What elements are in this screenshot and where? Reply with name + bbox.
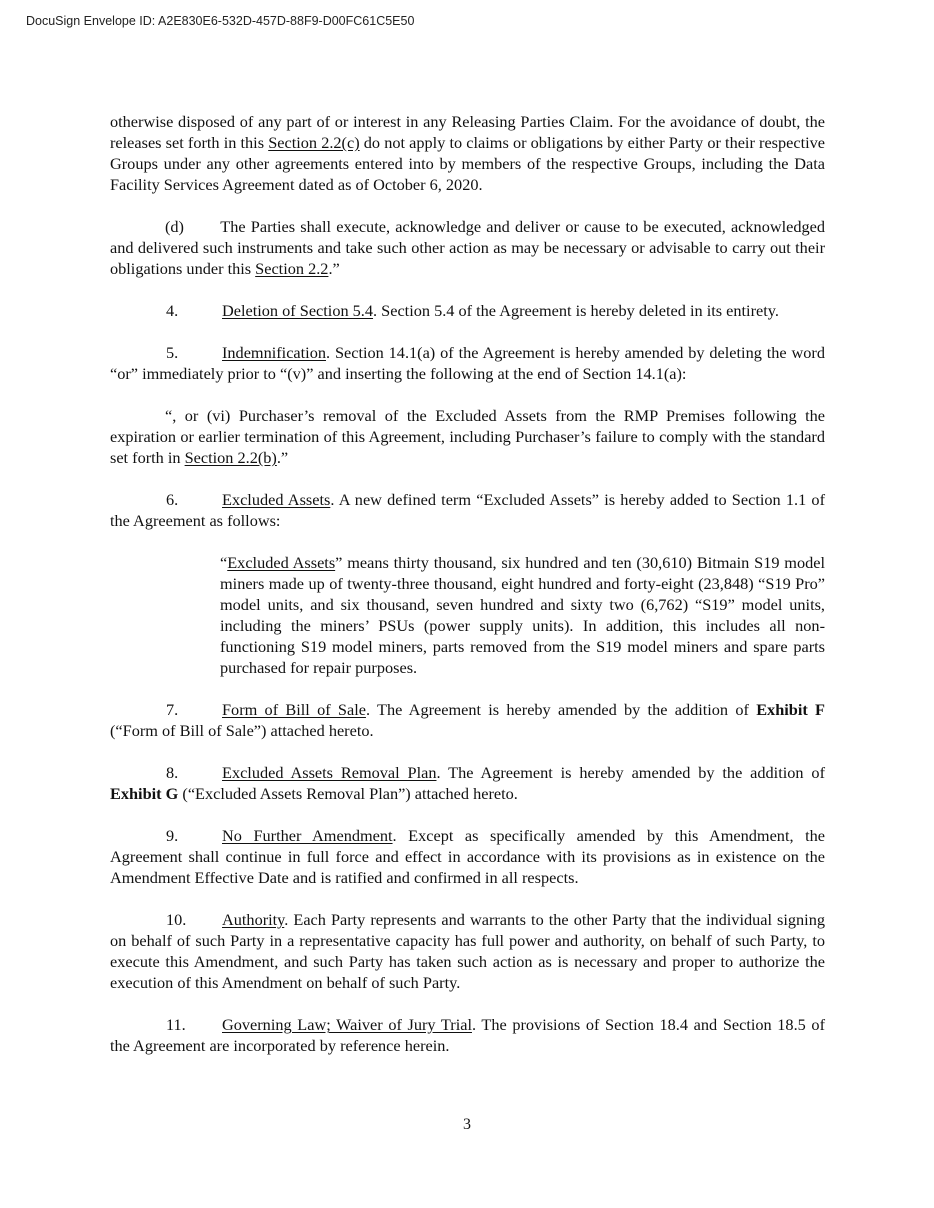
section-6: 6. Excluded Assets. A new defined term “Excluded Assets” is hereby added to Section 1.1 of the Agreement as follows: bbox=[110, 490, 825, 530]
section-7: 7. Form of Bill of Sale. The Agreement is hereby amended by the addition of Exhibit F (“Form of Bill of Sale”) attached hereto. bbox=[110, 700, 825, 740]
defined-term: Excluded Assets bbox=[227, 553, 336, 572]
section-reference: Section 2.2(c) bbox=[268, 133, 360, 152]
section-heading: Authority bbox=[222, 910, 285, 929]
exhibit-reference: Exhibit G bbox=[110, 784, 179, 803]
section-number: 6. bbox=[166, 490, 179, 509]
section-heading: Excluded Assets bbox=[222, 490, 331, 509]
section-number: 7. bbox=[166, 700, 179, 719]
section-5-quote: “, or (vi) Purchaser’s removal of the Excluded Assets from the RMP Premises following the expiration or earlier termination of this Agreement, including Purchaser’s failure to comply with the standard set forth in Section 2.2(b).” bbox=[110, 406, 825, 467]
section-11: 11. Governing Law; Waiver of Jury Trial. The provisions of Section 18.4 and Section 18.5 of the Agreement are incorporated by reference herein. bbox=[110, 1015, 825, 1055]
section-number: 10. bbox=[166, 910, 187, 929]
section-number: 5. bbox=[166, 343, 179, 362]
section-heading: Indemnification bbox=[222, 343, 326, 362]
docusign-envelope-id: DocuSign Envelope ID: A2E830E6-532D-457D-88F9-D00FC61C5E50 bbox=[26, 14, 415, 28]
section-5: 5. Indemnification. Section 14.1(a) of the Agreement is hereby amended by deleting the word “or” immediately prior to “(v)” and inserting the following at the end of Section 14.1(a): bbox=[110, 343, 825, 383]
section-9: 9. No Further Amendment. Except as specifically amended by this Amendment, the Agreement shall continue in full force and effect in accordance with its provisions as in existence on the Amendment Effective Date and is ratified and confirmed in all respects. bbox=[110, 826, 825, 887]
paragraph-releases-continued: otherwise disposed of any part of or interest in any Releasing Parties Claim. For the avoidance of doubt, the releases set forth in this Section 2.2(c) do not apply to claims or obligations by either Party or their respective Groups under any other agreements entered into by members of the respective Groups, including the Data Facility Services Agreement dated as of October 6, 2020. bbox=[110, 112, 826, 194]
section-heading: No Further Amendment bbox=[222, 826, 393, 845]
page-number: 3 bbox=[463, 1116, 471, 1133]
section-reference: Section 2.2(b) bbox=[184, 448, 277, 467]
section-number: 11. bbox=[166, 1015, 186, 1034]
paragraph-2-2-d: (d) The Parties shall execute, acknowledge and deliver or cause to be executed, acknowledged and delivered such instruments and take such other action as may be necessary or advisable to carry out their obligations under this Section 2.2.” bbox=[110, 217, 825, 278]
section-heading: Deletion of Section 5.4 bbox=[222, 301, 374, 320]
section-heading: Form of Bill of Sale bbox=[222, 700, 366, 719]
document-body bbox=[110, 111, 825, 1077]
section-4: 4. Deletion of Section 5.4. Section 5.4 of the Agreement is hereby deleted in its entirety. bbox=[110, 300, 825, 321]
exhibit-reference: Exhibit F bbox=[756, 700, 825, 719]
section-reference: Section 2.2 bbox=[255, 259, 329, 278]
section-10: 10. Authority. Each Party represents and warrants to the other Party that the individual signing on behalf of such Party in a representative capacity has full power and authority, on behalf of such Party, to execute this Amendment, and such Party has taken such action as is necessary and proper to authorize the execution of this Amendment on behalf of such Party. bbox=[110, 910, 825, 992]
section-heading: Excluded Assets Removal Plan bbox=[222, 763, 437, 782]
section-number: 4. bbox=[166, 301, 179, 320]
section-8: 8. Excluded Assets Removal Plan. The Agreement is hereby amended by the addition of Exhibit G (“Excluded Assets Removal Plan”) attached hereto. bbox=[110, 763, 825, 803]
section-heading: Governing Law; Waiver of Jury Trial bbox=[222, 1015, 472, 1034]
section-number: 9. bbox=[166, 826, 179, 845]
excluded-assets-definition: “Excluded Assets” means thirty thousand, six hundred and ten (30,610) Bitmain S19 model miners made up of twenty-three thousand, eight hundred and forty-eight (23,848) “S19 Pro” model units, and six thousand, seven hundred and sixty two (6,762) “S19” model units, including the miners’ PSUs (power supply units). In addition, this includes all non-functioning S19 model miners, parts removed from the S19 model miners and spare parts purchased for repair purposes. bbox=[220, 553, 825, 677]
section-number: 8. bbox=[166, 763, 179, 782]
